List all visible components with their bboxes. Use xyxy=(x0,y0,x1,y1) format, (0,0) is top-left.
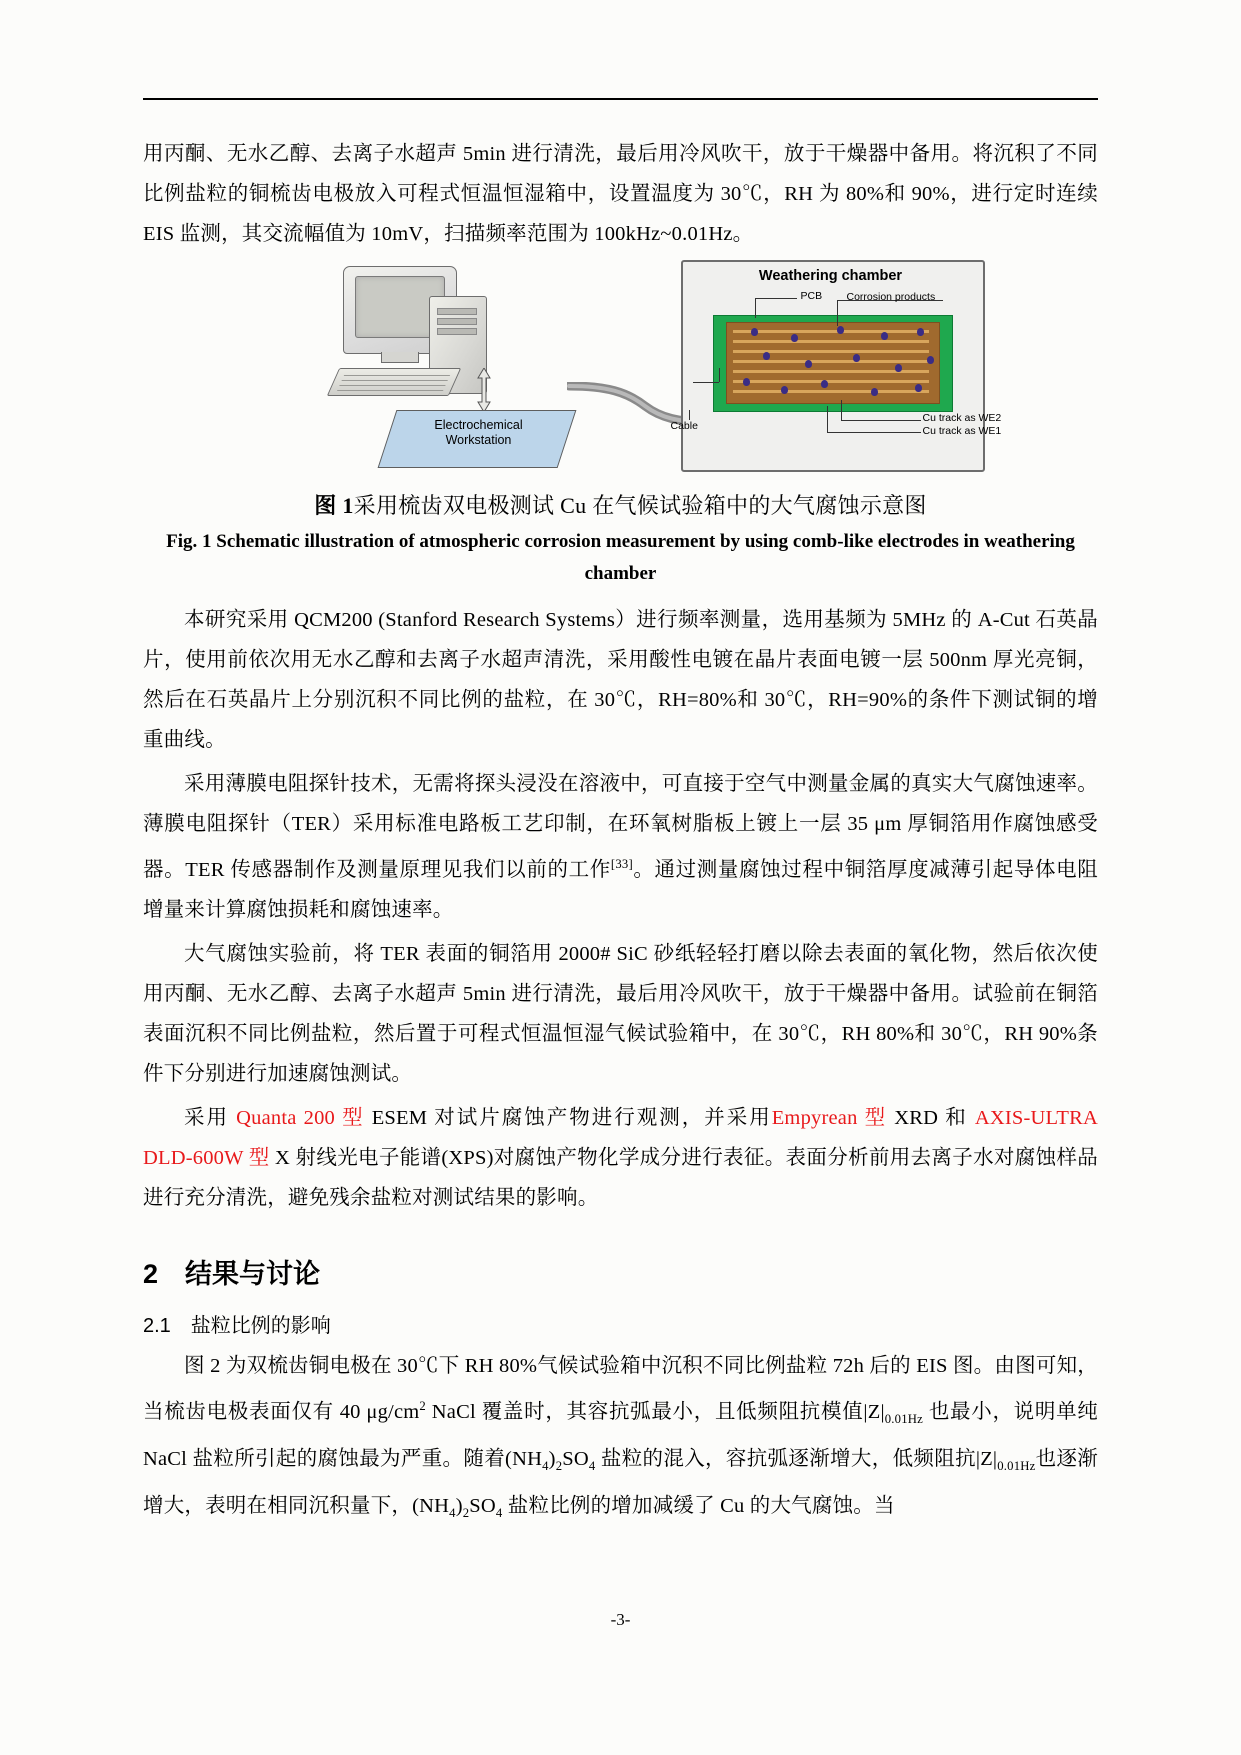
corrosion-product-dot xyxy=(895,364,902,372)
corrosion-product-dot xyxy=(763,352,770,360)
instrument-axis-ultra: AXIS-ULTRA DLD-600W 型 xyxy=(143,1106,1098,1169)
paragraph-5-part-b: ESEM 对试片腐蚀产物进行观测，并采用 xyxy=(364,1106,772,1129)
cu-track xyxy=(733,330,929,333)
subscript-freq: 0.01Hz xyxy=(884,1411,923,1426)
label-corrosion-products: Corrosion products xyxy=(846,291,936,303)
corrosion-product-dot xyxy=(791,334,798,342)
paragraph-6-part-a: 图 2 为双梳齿铜电极在 30℃下 RH 80%气候试验箱中沉积不同比例盐粒 72h 后的 EIS 图。由图可知，当梳齿电极表面仅有 40 μg/cm xyxy=(143,1354,1098,1423)
paragraph-6-part-c: 也最小，说明单纯 NaCl 盐粒所引起的腐蚀最为严重。随着(NH xyxy=(143,1400,1098,1470)
label-we1: Cu track as WE1 xyxy=(922,425,1002,437)
corrosion-product-dot xyxy=(917,328,924,336)
leader-line xyxy=(755,298,797,299)
paragraph-4: 大气腐蚀实验前，将 TER 表面的铜箔用 2000# SiC 砂纸轻轻打磨以除去表面的氧化物，然后依次使用丙酮、无水乙醇、去离子水超声 5min 进行清洗，最后用冷风吹干，放于干燥器中备用。试验前在铜箔表面沉积不同比例盐粒，然后置于可程式恒温恒湿气候试验箱中，在 30℃，RH 80%和 30℃，RH 90%条件下分别进行加速腐蚀测试。 xyxy=(143,942,1098,1085)
label-cable: Cable xyxy=(670,420,698,432)
corrosion-product-dot xyxy=(915,384,922,392)
subscript-4: 4 xyxy=(495,1505,503,1520)
corrosion-product-dot xyxy=(781,386,788,394)
paragraph-6-part-f: 盐粒的混入，容抗弧逐渐增大，低频阻抗|Z| xyxy=(595,1447,998,1470)
paragraph-2: 本研究采用 QCM200 (Stanford Research Systems）进行频率测量，选用基频为 5MHz 的 A-Cut 石英晶片，使用前依次用无水乙醇和去离子水超声清洗，采用酸性电镀在晶片表面电镀一层 500nm 厚光亮铜，然后在石英晶片上分别沉积不同比例的盐粒，在 30℃，RH=80%和 30℃，RH=90%的条件下测试铜的增重曲线。 xyxy=(143,609,1098,751)
leader-line xyxy=(841,420,921,421)
figure-1-graphic xyxy=(281,260,1002,475)
paragraph-6-part-b: NaCl 覆盖时，其容抗弧最小，且低频阻抗模值|Z| xyxy=(425,1400,885,1423)
corrosion-product-dot xyxy=(751,328,758,336)
paragraph-6-part-j: 盐粒比例的增加减缓了 Cu 的大气腐蚀。当 xyxy=(502,1494,895,1517)
section-heading-2: 2 结果与讨论 xyxy=(143,1258,321,1289)
monitor-stand xyxy=(381,352,419,363)
paragraph-3-part-a: 采用薄膜电阻探针技术，无需将探头浸没在溶液中，可直接于空气中测量金属的真实大气腐蚀速率。薄膜电阻探针（TER）采用标准电路板工艺印制，在环氧树脂板上镀上一层 35 μm 厚铜箔用作腐蚀感受器。TER 传感器制作及测量原理见我们以前的工作 xyxy=(143,773,1098,881)
cu-track xyxy=(733,360,929,363)
leader-line xyxy=(827,432,921,433)
cu-track xyxy=(733,390,929,393)
subscript-2: 2 xyxy=(462,1505,470,1520)
subsection-heading-2-1: 2.1 盐粒比例的影响 xyxy=(143,1314,331,1337)
figure-1 xyxy=(143,260,1098,475)
figure-caption-en: Fig. 1 Schematic illustration of atmospheric corrosion measurement by using comb-like electrodes in weathering chamber xyxy=(166,531,1075,584)
tower-slot xyxy=(437,318,477,325)
paragraph-3-part-b: 。通过测量腐蚀过程中铜箔厚度减薄引起导体电阻增量来计算腐蚀损耗和腐蚀速率。 xyxy=(143,858,1098,921)
page-number: -3- xyxy=(610,1610,631,1629)
subscript-4: 4 xyxy=(588,1458,596,1473)
superscript-2: 2 xyxy=(419,1398,426,1413)
leader-line xyxy=(827,406,828,432)
header-rule xyxy=(143,98,1098,100)
subscript-2: 2 xyxy=(555,1458,563,1473)
label-we2: Cu track as WE2 xyxy=(922,412,1002,424)
chamber-title: Weathering chamber xyxy=(758,268,903,284)
figure-caption-cn xyxy=(143,489,1098,520)
leader-line xyxy=(755,298,756,318)
leader-line xyxy=(837,300,838,326)
corrosion-product-dot xyxy=(853,354,860,362)
paragraph-1: 用丙酮、无水乙醇、去离子水超声 5min 进行清洗，最后用冷风吹干，放于干燥器中备用。将沉积了不同比例盐粒的铜梳齿电极放入可程式恒温恒湿箱中，设置温度为 30℃，RH 为 80%和 90%，进行定时连续 EIS 监测，其交流幅值为 10mV，扫描频率范围为 100kHz~0.01Hz。 xyxy=(143,143,1098,245)
cu-track xyxy=(733,350,929,353)
corrosion-product-dot xyxy=(821,380,828,388)
leader-line xyxy=(841,400,842,420)
paragraph-6-part-h: ) xyxy=(455,1494,463,1517)
paragraph-6 xyxy=(143,1346,1098,1533)
data-flow-arrow-icon xyxy=(477,368,491,412)
corrosion-product-dot xyxy=(871,388,878,396)
corrosion-product-dot xyxy=(881,332,888,340)
instrument-empyrean: Empyrean 型 xyxy=(771,1106,888,1129)
keyboard-icon xyxy=(326,368,460,396)
paragraph-6-part-d: ) xyxy=(548,1447,556,1470)
paragraph-5-part-d: X 射线光电子能谱(XPS)对腐蚀产物化学成分进行表征。表面分析前用去离子水对腐蚀样品进行充分清洗，避免残余盐粒对测试结果的影响。 xyxy=(143,1146,1098,1209)
paragraph-6-part-e: SO xyxy=(562,1447,589,1470)
reference-33: [33] xyxy=(610,857,633,871)
paragraph-5 xyxy=(143,1098,1098,1218)
page-content xyxy=(143,98,1098,1537)
paragraph-5-part-c: XRD 和 xyxy=(887,1106,975,1129)
subscript-4: 4 xyxy=(542,1458,549,1473)
leader-line xyxy=(719,368,720,382)
workstation-label: Electrochemical Workstation xyxy=(434,418,523,447)
figure-number: 图 1 xyxy=(314,493,354,518)
corrosion-product-dot xyxy=(837,326,844,334)
cu-track xyxy=(733,340,929,343)
corrosion-product-dot xyxy=(743,378,750,386)
paragraph-6-part-i: SO xyxy=(469,1494,496,1517)
figure-caption-cn-text: 采用梳齿双电极测试 Cu 在气候试验箱中的大气腐蚀示意图 xyxy=(353,493,927,518)
corrosion-product-dot xyxy=(805,360,812,368)
corrosion-product-dot xyxy=(927,356,934,364)
leader-line xyxy=(693,382,719,383)
tower-slot xyxy=(437,308,477,315)
leader-line xyxy=(689,410,690,420)
subscript-freq: 0.01Hz xyxy=(997,1458,1036,1473)
tower-slot xyxy=(437,328,477,335)
cu-track xyxy=(733,380,929,383)
subscript-4: 4 xyxy=(449,1505,456,1520)
paragraph-5-part-a: 采用 xyxy=(184,1106,237,1129)
paragraph-3 xyxy=(143,764,1098,930)
instrument-quanta: Quanta 200 型 xyxy=(236,1106,365,1129)
label-pcb: PCB xyxy=(800,290,823,302)
paragraph-6-part-g: 也逐渐增大，表明在相同沉积量下，(NH xyxy=(143,1447,1098,1517)
